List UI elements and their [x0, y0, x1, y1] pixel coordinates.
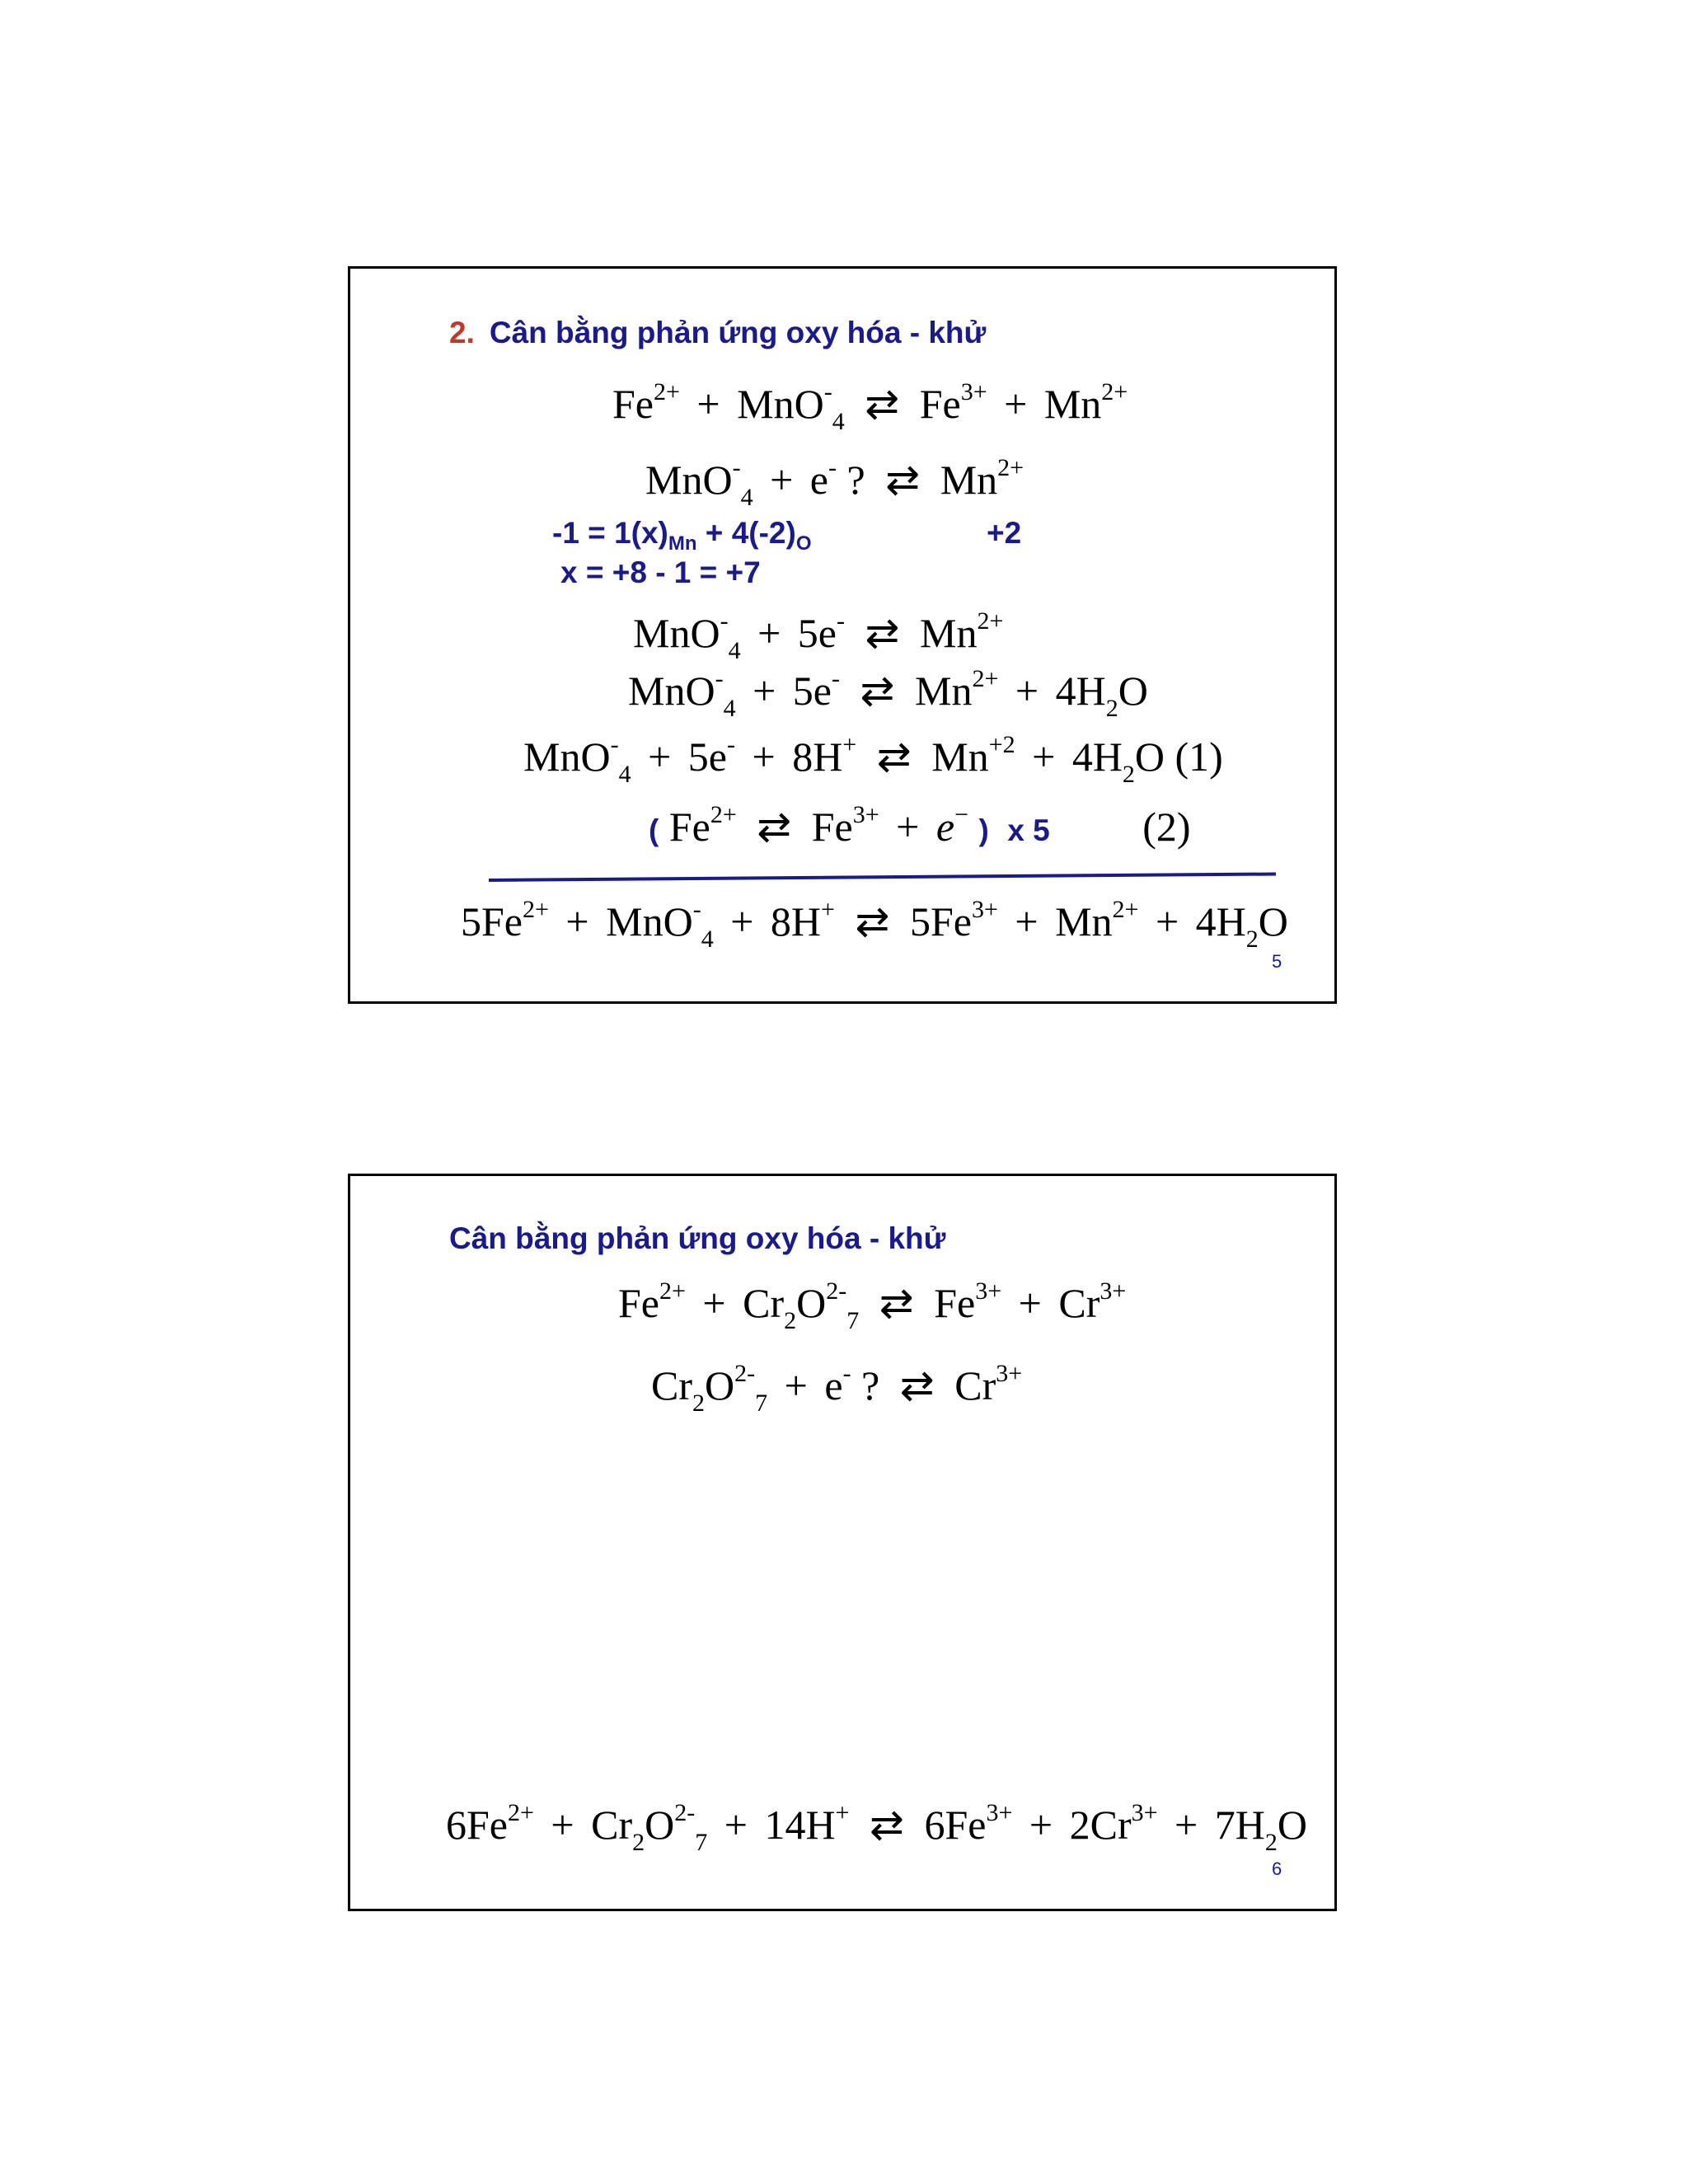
eq-charge: -	[692, 896, 701, 923]
eq-charge: 2+	[710, 801, 737, 828]
calc-text: + 4(-2)	[696, 516, 796, 550]
eq-subscript: 4	[740, 484, 753, 511]
eq-unknown: ?	[861, 1362, 880, 1408]
eq-charge: 2+	[523, 896, 549, 923]
eq-charge: -	[726, 731, 735, 758]
eq-subscript: 2	[1122, 761, 1135, 788]
eq-charge: 2-	[674, 1799, 696, 1826]
eq-charge: -	[831, 665, 840, 692]
equation-2	[651, 1360, 1023, 1417]
eq-term: Mn	[1055, 898, 1113, 944]
eq-plus: +	[1018, 1280, 1042, 1326]
eq-charge: -	[610, 731, 619, 758]
eq-term: 6Fe	[924, 1802, 987, 1848]
equilibrium-arrow-icon: ⇄	[865, 610, 900, 656]
eq-charge: -	[732, 454, 741, 481]
eq-term: 5Fe	[909, 898, 972, 944]
eq-term: 7H	[1214, 1802, 1265, 1848]
eq-subscript: 2	[632, 1829, 645, 1856]
eq-subscript: 2	[692, 1390, 705, 1417]
eq-term: O	[796, 1280, 827, 1326]
eq-plus: +	[1155, 898, 1179, 944]
eq-charge: 2+	[972, 665, 999, 692]
eq-term: e	[824, 1362, 843, 1408]
eq-term: Fe	[919, 381, 961, 427]
eq-plus: +	[784, 1362, 808, 1408]
eq-charge: 2+	[508, 1799, 534, 1826]
eq-charge: -	[715, 665, 724, 692]
eq-term: 5e	[687, 733, 727, 780]
eq-charge: 3+	[971, 896, 998, 923]
eq-charge: 3+	[1131, 1799, 1158, 1826]
eq-subscript: 2	[1264, 1829, 1278, 1856]
eq-subscript: 4	[723, 695, 736, 722]
eq-subscript: 4	[832, 408, 845, 435]
eq-term: Cr	[591, 1802, 633, 1848]
eq-term: Mn	[919, 610, 978, 656]
eq-term: Mn	[940, 457, 998, 503]
equilibrium-arrow-icon: ⇄	[899, 1362, 935, 1408]
eq-charge: 3+	[960, 378, 987, 405]
eq-term: Cr	[743, 1280, 785, 1326]
eq-charge: -	[823, 378, 832, 405]
eq-term: Mn	[931, 733, 989, 780]
eq-charge: 2+	[997, 454, 1025, 481]
page-number: 5	[1272, 951, 1282, 972]
eq-term: MnO	[737, 381, 824, 427]
eq-term: 8H	[770, 898, 822, 944]
eq-term: O	[1277, 1802, 1307, 1848]
eq-term: O	[705, 1362, 735, 1408]
eq-charge: 2+	[977, 607, 1004, 635]
eq-subscript: 2	[784, 1307, 797, 1334]
eq-term: MnO	[633, 610, 720, 656]
eq-charge: +2	[988, 731, 1015, 758]
eq-term: 4H	[1055, 668, 1106, 714]
eq-subscript: 4	[728, 637, 741, 664]
eq-plus: +	[757, 610, 781, 656]
eq-unknown: ?	[846, 457, 865, 503]
eq-term: O	[645, 1802, 675, 1848]
slide-title	[449, 316, 986, 350]
eq-plus: +	[702, 1280, 726, 1326]
eq-charge: -	[842, 1360, 851, 1387]
eq-plus: +	[565, 898, 589, 944]
eq-subscript: 4	[701, 926, 714, 953]
eq-term: 8H	[792, 733, 843, 780]
equation-1	[612, 378, 1128, 435]
eq-term: Fe	[811, 804, 853, 850]
eq-plus: +	[730, 898, 754, 944]
eq-charge: −	[954, 801, 968, 828]
eq-subscript: 2	[1105, 695, 1118, 722]
calc-subscript: Mn	[668, 532, 697, 555]
equation-5	[523, 731, 1223, 788]
page-number: 6	[1272, 1858, 1282, 1879]
eq-subscript: 4	[618, 761, 631, 788]
eq-charge: 2+	[1112, 896, 1139, 923]
calc-subscript: O	[795, 532, 812, 555]
eq-plus: +	[770, 457, 794, 503]
eq-charge: +	[842, 731, 857, 758]
eq-subscript: 2	[1245, 926, 1259, 953]
eq-plus: +	[1029, 1802, 1053, 1848]
eq-term: MnO	[523, 733, 611, 780]
eq-term: 6Fe	[446, 1802, 508, 1848]
eq-term: e	[935, 804, 955, 850]
eq-charge: 3+	[852, 801, 879, 828]
bracket-open: (	[649, 813, 659, 847]
eq-plus: +	[551, 1802, 574, 1848]
eq-term: 5Fe	[461, 898, 523, 944]
multiplier: x 5	[1007, 813, 1050, 847]
eq-subscript: 7	[755, 1390, 768, 1417]
equation-total	[461, 896, 1288, 953]
eq-term: e	[809, 457, 828, 503]
eq-plus: +	[896, 804, 920, 850]
equation-3	[633, 607, 1004, 664]
section-number: 2.	[449, 316, 475, 349]
eq-term: O	[1258, 898, 1288, 944]
eq-charge: 3+	[975, 1277, 1002, 1305]
equilibrium-arrow-icon: ⇄	[885, 457, 921, 503]
eq-term: Mn	[1043, 381, 1102, 427]
eq-term: Fe	[934, 1280, 976, 1326]
equation-6	[649, 803, 1191, 851]
eq-plus: +	[1015, 898, 1039, 944]
slide-title: Cân bằng phản ứng oxy hóa - khử	[449, 1221, 946, 1255]
eq-charge: 2+	[654, 378, 680, 405]
bracket-close: )	[978, 813, 989, 847]
oxidation-state-mn2: +2	[987, 516, 1022, 550]
eq-term: 14H	[764, 1802, 836, 1848]
eq-charge: +	[821, 896, 835, 923]
eq-plus: +	[1004, 381, 1028, 427]
eq-charge: 3+	[986, 1799, 1013, 1826]
eq-charge: 2+	[659, 1277, 686, 1305]
eq-plus: +	[753, 668, 776, 714]
eq-term: Cr	[1058, 1280, 1100, 1326]
eq-charge: -	[836, 607, 845, 635]
eq-term: Fe	[612, 381, 654, 427]
slide-5	[348, 266, 1337, 1004]
eq-plus: +	[1032, 733, 1056, 780]
equation-4	[628, 665, 1148, 722]
equation-2	[645, 454, 1025, 511]
separator-line	[489, 872, 1276, 882]
eq-term: MnO	[628, 668, 715, 714]
eq-plus: +	[724, 1802, 748, 1848]
eq-charge: +	[835, 1799, 850, 1826]
equilibrium-arrow-icon: ⇄	[870, 1802, 904, 1848]
equilibrium-arrow-icon: ⇄	[876, 733, 912, 780]
eq-term: 4H	[1195, 898, 1246, 944]
eq-term: 4H	[1071, 733, 1123, 780]
equilibrium-arrow-icon: ⇄	[757, 804, 792, 850]
eq-term: Cr	[954, 1362, 996, 1408]
calc-text: -1 = 1(x)	[552, 516, 668, 550]
equation-1	[618, 1277, 1127, 1334]
eq-charge: 2+	[1101, 378, 1128, 405]
eq-charge: -	[720, 607, 729, 635]
eq-term: Mn	[914, 668, 973, 714]
equilibrium-arrow-icon: ⇄	[860, 668, 895, 714]
eq-term: O	[1118, 668, 1148, 714]
eq-charge: 3+	[1100, 1277, 1127, 1305]
eq-term: Fe	[668, 804, 710, 850]
eq-plus: +	[752, 733, 776, 780]
oxidation-calc-line-2: x = +8 - 1 = +7	[560, 555, 761, 589]
eq-term: Fe	[618, 1280, 659, 1326]
eq-term: 2Cr	[1069, 1802, 1132, 1848]
eq-term: 5e	[792, 668, 832, 714]
equilibrium-arrow-icon: ⇄	[855, 898, 890, 944]
eq-subscript: 7	[846, 1307, 860, 1334]
eq-plus: +	[648, 733, 672, 780]
equation-total	[446, 1799, 1307, 1856]
eq-charge: 2-	[826, 1277, 847, 1305]
title-text: Cân bằng phản ứng oxy hóa - khử	[489, 316, 987, 349]
eq-charge: 2-	[734, 1360, 756, 1387]
eq-term: MnO	[645, 457, 733, 503]
oxidation-calc-line-1	[552, 516, 812, 555]
eq-term: Cr	[651, 1362, 692, 1408]
equilibrium-arrow-icon: ⇄	[879, 1280, 914, 1326]
equation-label: (2)	[1142, 804, 1191, 850]
slide-6	[348, 1174, 1337, 1911]
eq-charge: -	[828, 454, 837, 481]
eq-term: 5e	[797, 610, 837, 656]
eq-plus: +	[1015, 668, 1039, 714]
eq-subscript: 7	[695, 1829, 708, 1856]
eq-charge: 3+	[996, 1360, 1023, 1387]
eq-term: MnO	[606, 898, 693, 944]
equilibrium-arrow-icon: ⇄	[865, 381, 900, 427]
equation-label: (1)	[1175, 733, 1223, 780]
eq-plus: +	[696, 381, 720, 427]
eq-plus: +	[1175, 1802, 1198, 1848]
eq-term: O	[1134, 733, 1165, 780]
